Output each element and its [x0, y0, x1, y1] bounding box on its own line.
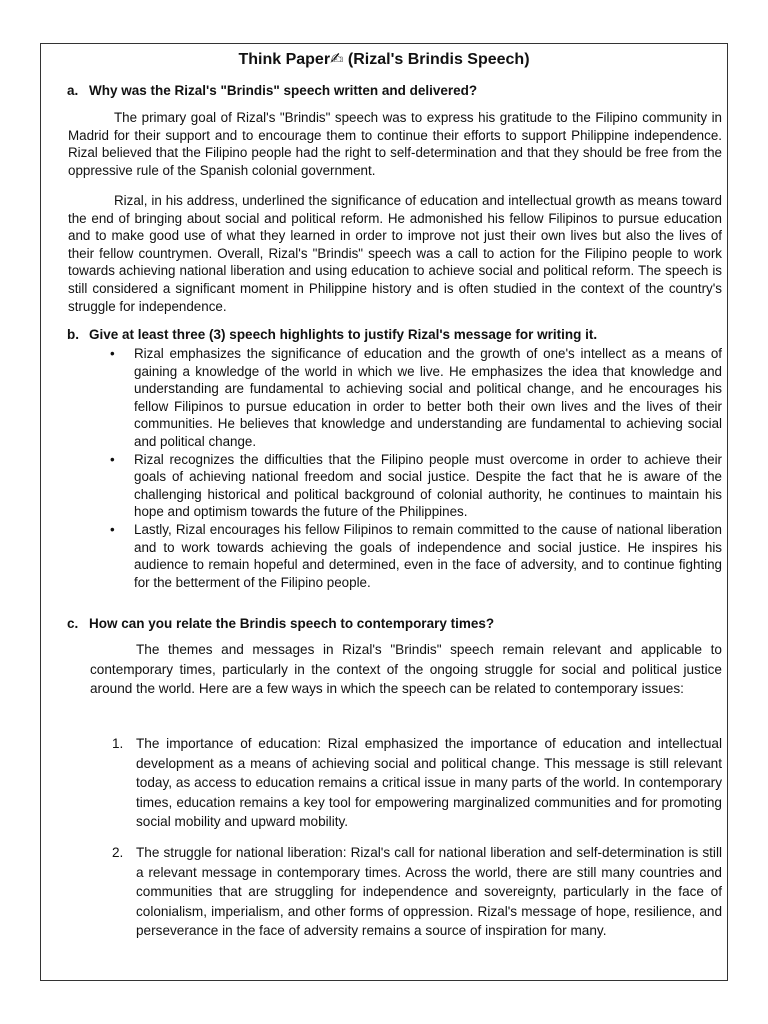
- page-title: Think Paper✍ (Rizal's Brindis Speech): [238, 51, 530, 68]
- question-c-letter: c.: [67, 616, 79, 631]
- item-text: The importance of education: Rizal emphasized the importance of education and intellectual development as a means of achieving social and political change. This message is still relevant today, as access to education remains a critical issue in many parts of the world. In contemporary times, education remains a key tool for empowering marginalized communities and for promoting social mobility and upward mobility.: [136, 736, 722, 830]
- list-item: [112, 521, 722, 591]
- contemporary-list: [112, 734, 722, 952]
- highlight-text: Rizal recognizes the difficulties that the Filipino people must overcome in order to achieve their goals of achieving national freedom and social justice. Despite the fact that he is aware of the challenging historical and political background of colonial authority, he continues to maintain his hope and optimism towards the future of the Philippines.: [134, 451, 722, 520]
- item-text: The struggle for national liberation: Rizal's call for national liberation and self-determination is still a relevant message in contemporary times. Across the world, there are still many countries and communities that are struggling for independence and sovereignty, particularly in the face of colonialism, imperialism, and other forms of oppression. Rizal's message of hope, resilience, and perseverance in the face of adversity remains a source of inspiration for many.: [136, 844, 722, 939]
- question-b: [67, 327, 597, 342]
- item-number: 1.: [112, 736, 124, 751]
- bullet-icon: •: [110, 346, 115, 361]
- list-item: [112, 345, 722, 451]
- answer-c-intro: The themes and messages in Rizal's "Brindis" speech remain relevant and applicable to contemporary times, particularly in the context of the ongoing struggle for social and political justice around the world. Here are a few ways in which the speech can be related to contemporary issues:: [90, 642, 722, 697]
- answer-a-paragraph-2: Rizal, in his address, underlined the significance of education and intellectual growth as means toward the end of bringing about social and political reform. He admonished his fellow Filipinos to pursue education and to make good use of what they learned in order to improve not just their own lives but also the lives of their fellow countrymen. Overall, Rizal's "Brindis" speech was a call to action for the Filipino people to work towards achieving national liberation and using education to achieve social and political reform. The speech is still considered a significant moment in Philippine history and is often studied in the context of the country's struggle for independence.: [68, 193, 722, 314]
- list-item: [112, 734, 722, 832]
- question-b-letter: b.: [67, 327, 79, 342]
- bullet-icon: •: [110, 451, 115, 467]
- question-c-text: How can you relate the Brindis speech to contemporary times?: [89, 616, 495, 631]
- list-item: [112, 451, 722, 521]
- list-item: [112, 843, 722, 941]
- highlight-text: Lastly, Rizal encourages his fellow Filipinos to remain committed to the cause of national liberation and to work towards achieving the goals of independence and social justice. He inspires his audience to remain hopeful and determined, even in the face of adversity, and to continue fighting for the betterment of the Filipino people.: [134, 521, 722, 590]
- question-a-letter: a.: [67, 83, 79, 98]
- question-a-text: Why was the Rizal's "Brindis" speech written and delivered?: [89, 83, 478, 98]
- bullet-icon: •: [110, 521, 115, 537]
- item-number: 2.: [112, 844, 124, 860]
- answer-a-paragraph-1: The primary goal of Rizal's "Brindis" speech was to express his gratitude to the Filipino community in Madrid for their support and to encourage them to continue their efforts to support Philippine independence. Rizal believed that the Filipino people had the right to self-determination and that they should be free from the oppressive rule of the Spanish colonial government.: [68, 110, 722, 178]
- question-b-text: Give at least three (3) speech highlights to justify Rizal's message for writing it.: [89, 327, 598, 342]
- highlight-text: Rizal emphasizes the significance of education and the growth of one's intellect as a means of gaining a knowledge of the world in which we live. He emphasizes the idea that knowledge and understanding are fundamental to achieving social and political change, and he encourages his fellow Filipinos to pursue education in order to better both their own lives and the lives of their communities. He believes that knowledge and understanding are fundamental to achieving social and political change.: [134, 346, 722, 449]
- highlights-list: [112, 345, 722, 591]
- question-c: [67, 616, 494, 631]
- question-a: [67, 83, 477, 98]
